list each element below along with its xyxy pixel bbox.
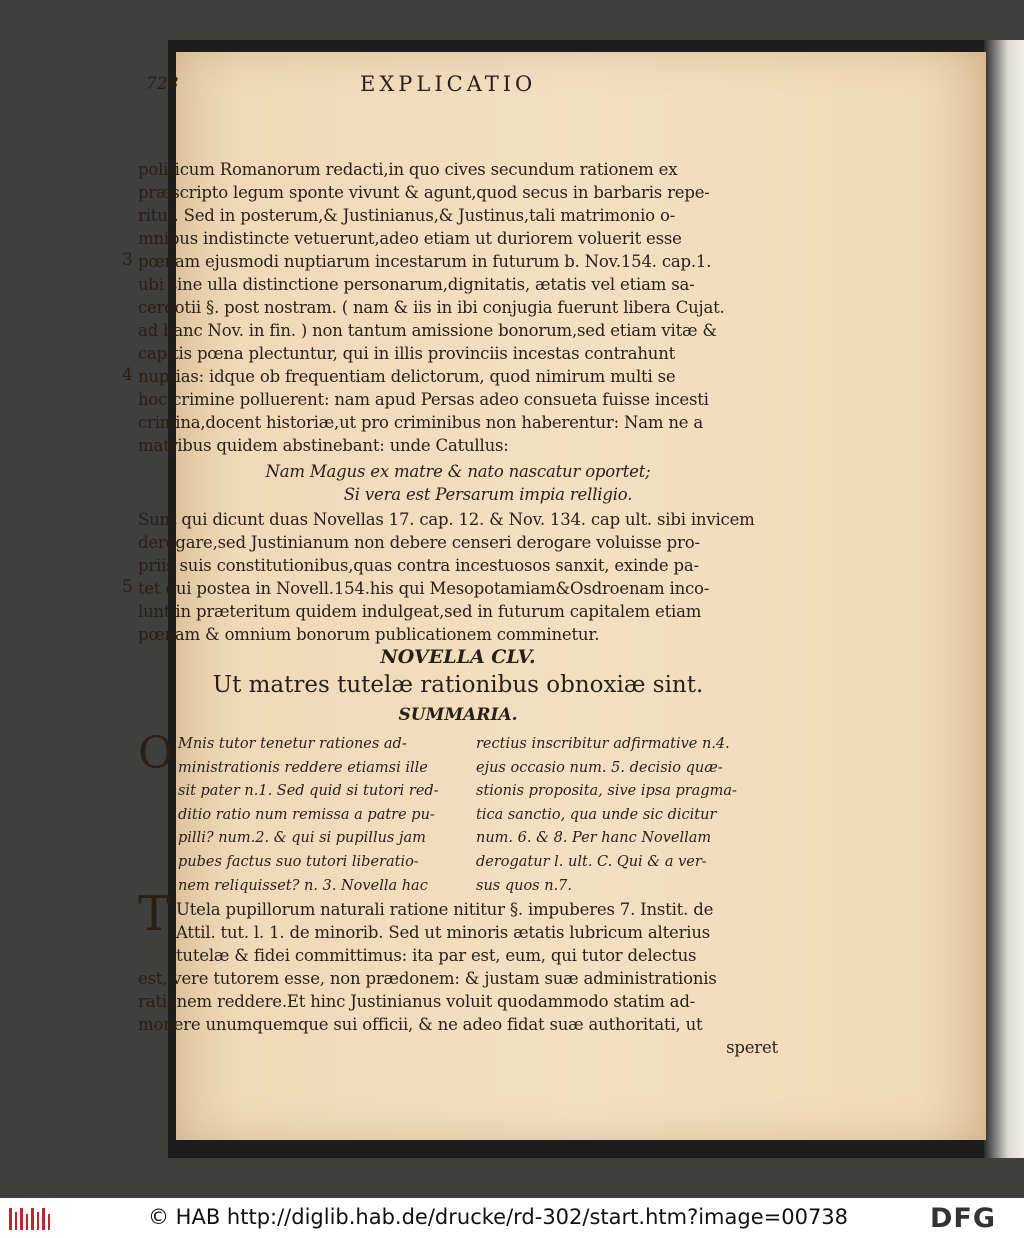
verse-line: Si vera est Persarum impia relligio. — [343, 485, 633, 504]
text-line: ritur. Sed in posterum,& Justinianus,& Justinus,tali matrimonio o- — [138, 206, 676, 225]
page-edge — [984, 40, 1024, 1158]
dfg-logo: DFG — [930, 1203, 997, 1234]
text-line: Sunt qui dicunt duas Novellas 17. cap. 12. & Nov. 134. cap ult. sibi invicem — [138, 510, 755, 529]
text-line: ad banc Nov. in fin. ) non tantum amissione bonorum,sed etiam vitæ & — [138, 321, 717, 340]
summary-line: stionis proposita, sive ipsa pragma- — [476, 783, 737, 800]
text-line: pœnam ejusmodi nuptiarum incestarum in futurum b. Nov.154. cap.1. — [138, 252, 712, 271]
summary-line: sus quos n.7. — [476, 877, 573, 894]
margin-number: 4 — [122, 365, 133, 385]
hab-logo-icon — [8, 1206, 50, 1232]
text-line: politicum Romanorum redacti,in quo cives secundum rationem ex — [138, 160, 678, 179]
footer-credit-link[interactable]: © HAB http://diglib.hab.de/drucke/rd-302/start.htm?image=00738 — [148, 1205, 849, 1229]
summary-line: ditio ratio num remissa a patre pu- — [178, 806, 435, 823]
margin-number: 5 — [122, 577, 133, 597]
summary-line: derogatur l. ult. C. Qui & a ver- — [476, 853, 707, 870]
text-line: tet qui postea in Novell.154.his qui Mesopotamiam&Osdroenam inco- — [138, 579, 710, 598]
text-line: monere unumquemque sui officii, & ne adeo fidat suæ authoritati, ut — [138, 1015, 703, 1034]
novella-subtitle: Ut matres tutelæ rationibus obnoxiæ sint. — [212, 672, 704, 698]
text-line: matribus quidem abstinebant: unde Catullus: — [138, 436, 509, 455]
text-line: derogare,sed Justinianum non debere censeri derogare voluisse pro- — [138, 533, 700, 552]
summaria-label: SUMMARIA. — [398, 705, 518, 725]
summary-line: Mnis tutor tenetur rationes ad- — [178, 736, 407, 752]
text-line: est, vere tutorem esse, non prædonem: & justam suæ administrationis — [138, 969, 717, 988]
text-line: rationem reddere.Et hinc Justinianus voluit quodammodo statim ad- — [138, 992, 696, 1011]
page-number: 728 — [146, 74, 179, 94]
summary-left-column — [178, 733, 458, 898]
text-line: nuptias: idque ob frequentiam delictorum, quod nimirum multi se — [138, 367, 676, 386]
summary-line: pilli? num.2. & qui si pupillus jam — [178, 830, 426, 847]
drop-initial: T — [138, 886, 171, 942]
summary-line: rectius inscribitur adfirmative n.4. — [476, 736, 730, 752]
text-line: ubi sine ulla distinctione personarum,dignitatis, ætatis vel etiam sa- — [138, 275, 695, 294]
novella-title: NOVELLA CLV. — [380, 646, 536, 668]
margin-number: 3 — [122, 250, 133, 270]
text-line: capitis pœna plectuntur, qui in illis provinciis incestas contrahunt — [138, 344, 676, 363]
page-header — [146, 74, 786, 102]
text-line: cerdotii §. post nostram. ( nam & iis in ibi conjugia fuerunt libera Cujat. — [138, 298, 725, 317]
text-line: Utela pupillorum naturali ratione nititur §. impuberes 7. Instit. de — [176, 900, 714, 919]
text-line: priis suis constitutionibus,quas contra incestuosos sanxit, exinde pa- — [138, 556, 699, 575]
summary-line: num. 6. & 8. Per hanc Novellam — [476, 830, 712, 847]
summary-line: ejus occasio num. 5. decisio quæ- — [476, 759, 723, 776]
text-line: lunt,in præteritum quidem indulgeat,sed in futurum capitalem etiam — [138, 602, 702, 621]
text-line: Attil. tut. l. 1. de minorib. Sed ut minoris ætatis lubricum alterius — [176, 923, 711, 942]
text-line: tutelæ & fidei committimus: ita par est, eum, qui tutor delectus — [176, 946, 697, 965]
summary-line: pubes factus suo tutori liberatio- — [178, 853, 419, 870]
text-line: pœnam & omnium bonorum publicationem comminetur. — [138, 625, 600, 644]
summary-line: tica sanctio, qua unde sic dicitur — [476, 806, 717, 823]
summary-line: ministrationis reddere etiamsi ille — [178, 759, 428, 776]
text-line: præscripto legum sponte vivunt & agunt,quod secus in barbaris repe- — [138, 183, 710, 202]
summary-right-column — [476, 733, 774, 898]
text-line: crimina,docent historiæ,ut pro criminibus non haberentur: Nam ne a — [138, 413, 704, 432]
drop-initial: O — [138, 728, 175, 779]
running-head: EXPLICATIO — [360, 72, 537, 96]
summary-line: nem reliquisset? n. 3. Novella hac — [178, 877, 428, 894]
text-line: hoc crimine polluerent: nam apud Persas adeo consueta fuisse incesti — [138, 390, 709, 409]
catchword: speret — [726, 1038, 778, 1057]
text-line: mnibus indistincte vetuerunt,adeo etiam ut duriorem voluerit esse — [138, 229, 682, 248]
summary-line: sit pater n.1. Sed quid si tutori red- — [178, 783, 439, 800]
footer-bar — [0, 1198, 1024, 1238]
verse-line: Nam Magus ex matre & nato nascatur oportet; — [265, 462, 651, 481]
